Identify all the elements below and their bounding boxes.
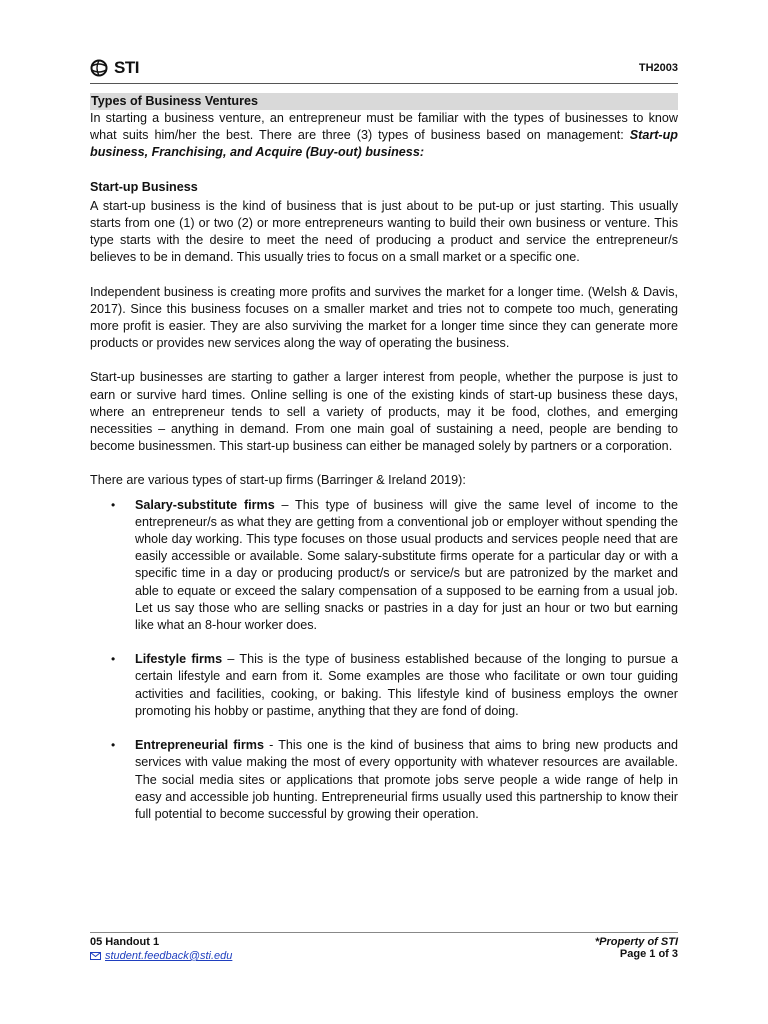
intro-emphasis: Start-up business, Franchising, and Acquire (Buy-out) business:: [90, 128, 678, 160]
spacer: [90, 162, 678, 179]
intro-paragraph: [90, 110, 678, 162]
footer-right: [595, 936, 678, 960]
email-row: [90, 950, 232, 962]
list-item: [90, 737, 678, 823]
spacer: [90, 634, 678, 651]
spacer: [90, 720, 678, 737]
spacer: [90, 267, 678, 284]
paragraph-startup-definition: A start-up business is the kind of business that is just about to be put-up or just starting. This usually starts from one (1) or two (2) or more entrepreneurs wanting to build their own business or venture. This type starts with the desire to meet the need of producing a product and service the entrepreneur/s believes to be in demand. This usually tries to focus on a small market or a specific one.: [90, 198, 678, 265]
header-divider: [90, 83, 678, 84]
intro-text: In starting a business venture, an entrepreneur must be familiar with the types of businesses to know what suits him/her the best. There are three (3) types of business based on management:: [90, 111, 678, 143]
list-item-text: – This is the type of business established because of the longing to pursue a certain lifestyle and earn from it. Some examples are those who facilitate or own tour guiding activities and facilities, cooking, or baking. This lifestyle kind of business employs the owner promoting his hobby or pastime, anything that they are fond of doing.: [135, 652, 678, 718]
property-notice: *Property of STI: [594, 936, 678, 948]
section-title: Types of Business Ventures: [90, 93, 678, 110]
paragraph-firm-types-intro: There are various types of start-up firms (Barringer & Ireland 2019):: [90, 473, 466, 488]
paragraph-startup-interest: Start-up businesses are starting to gather a larger interest from people, whether the purpose is just to earn or survive hard times. Online selling is one of the existing kinds of start-up business these days, where an entrepreneur tends to sell a variety of products, may it be food, clothes, and emerging necessities – anything in demand. From one main goal of sustaining a need, people are bending to become businessmen. This start-up business can either be managed solely by partners or a corporation.: [90, 370, 678, 454]
list-item: [90, 497, 678, 635]
list-item: [90, 651, 678, 720]
list-item-text: – This type of business will give the same level of income to the entrepreneur/s as what they are getting from a conventional job or employer without spending the whole day working. This type focuses on those usual products and services people need that are easily accessible or available. Some salary-substitute firms operate for a particular day or with a specific time in a day or producing product/s or service/s but are patronized by the market and able to equate or exceed the salary compensation of a supposed to be earning from a usual job. Let us say those who are selling snacks or pastries in a day for just an hour or two but earning like what an 8-hour worker does.: [135, 497, 678, 633]
paragraph-independent-business: Independent business is creating more profits and survives the market for a longer time. (Welsh & Davis, 2017). Since this business focuses on a smaller market and tries not to compete too much, generating more profit is easier. They are also surviving the market for a longer time since they can generate more products or provides new services along the way of operating the business.: [90, 284, 678, 351]
list-item-text: - This one is the kind of business that aims to bring new products and services with value making the most of every opportunity with whatever resources are available. The social media sites or applications that promote jobs serve people a wide range of help in easy and accessible job hunting. Entrepreneurial firms usually used this partnership to know their full potential to become successful by growing their operation.: [135, 738, 678, 821]
list-item-term: Salary-substitute firms: [135, 497, 275, 512]
firm-types-list: [90, 497, 678, 823]
sti-logo: [90, 58, 139, 78]
main-content: [90, 93, 678, 823]
bullet-icon: •: [111, 497, 116, 512]
bullet-icon: •: [111, 652, 116, 667]
bullet-icon: •: [111, 738, 116, 753]
mail-icon: [90, 952, 101, 960]
handout-label: 05 Handout 1: [90, 936, 160, 948]
list-item-term: Lifestyle firms: [135, 652, 223, 667]
footer-left: [90, 936, 232, 962]
globe-icon: [90, 59, 112, 77]
logo-text: STI: [114, 58, 139, 77]
footer-divider: [90, 932, 678, 933]
document-code: TH2003: [638, 62, 678, 74]
email-link[interactable]: student.feedback@sti.edu: [105, 950, 233, 962]
list-item-term: Entrepreneurial firms: [135, 738, 264, 753]
spacer: [90, 455, 678, 472]
spacer: [90, 352, 678, 369]
subsection-heading: Start-up Business: [90, 179, 198, 194]
page-number: Page 1 of 3: [619, 948, 678, 960]
page-header: [90, 56, 678, 80]
